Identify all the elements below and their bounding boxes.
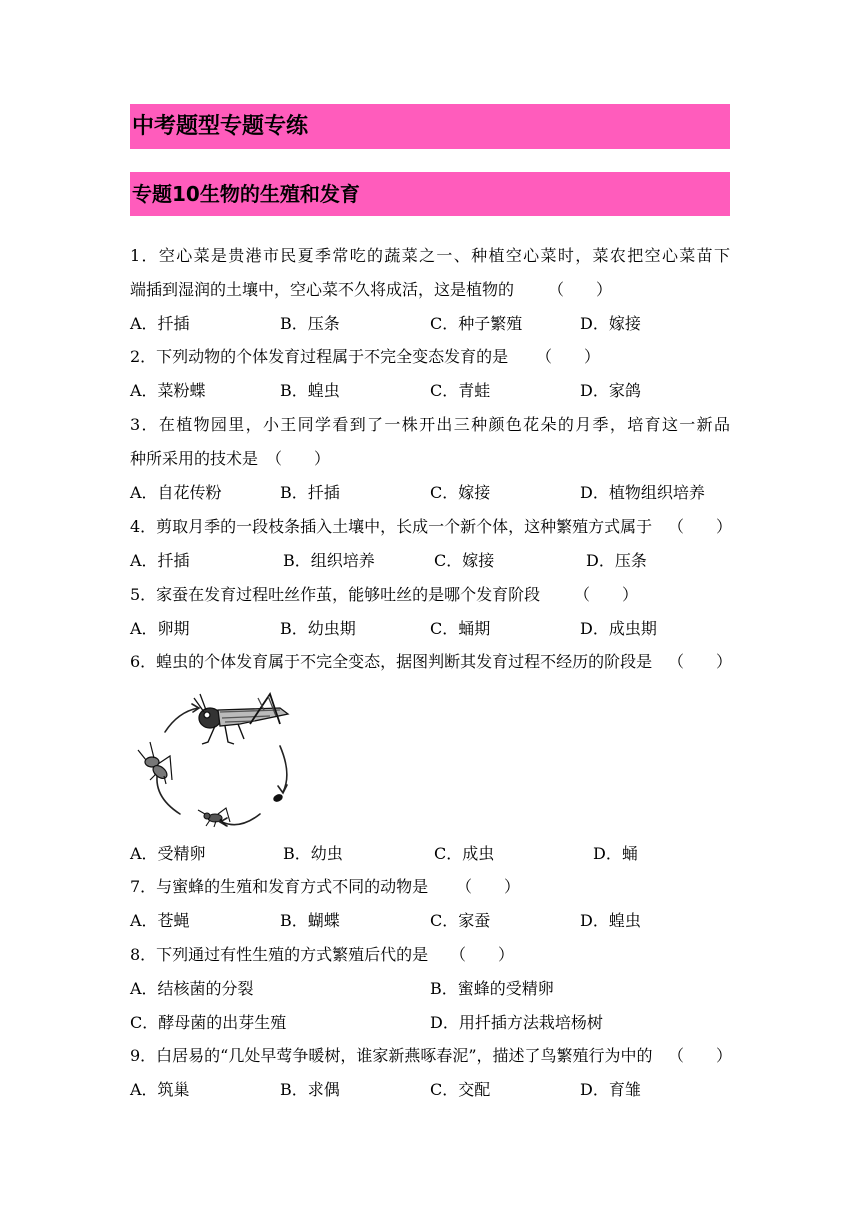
q1-option-d[interactable]: D．嫁接 — [580, 314, 641, 333]
q3-option-b[interactable]: B．扦插 — [280, 483, 340, 502]
q6-option-d[interactable]: D．蛹 — [593, 844, 638, 863]
q3-option-c[interactable]: C．嫁接 — [430, 483, 491, 502]
q7-option-c[interactable]: C．家蚕 — [430, 911, 491, 930]
q2-option-d[interactable]: D．家鸽 — [580, 381, 641, 400]
q5-option-a[interactable]: A．卵期 — [130, 619, 190, 638]
q8-stem: 8．下列通过有性生殖的方式繁殖后代的是 — [130, 945, 429, 964]
q3-stem-line1: 3．在植物园里，小王同学看到了一株开出三种颜色花朵的月季，培育这一新品 — [130, 415, 730, 434]
q5-option-c[interactable]: C．蛹期 — [430, 619, 491, 638]
q4-option-a[interactable]: A．扦插 — [130, 551, 190, 570]
q6-option-c[interactable]: C．成虫 — [434, 844, 495, 863]
q3-stem-line2: 种所采用的技术是 — [130, 449, 259, 468]
q7-answer-paren: （ ） — [456, 877, 521, 896]
topic-banner — [130, 172, 730, 216]
q1-stem-line1: 1．空心菜是贵港市民夏季常吃的蔬菜之一、种植空心菜时，菜农把空心菜苗下 — [130, 246, 730, 265]
nymph-grasshopper-icon — [138, 742, 172, 784]
q9-answer-paren: （ ） — [668, 1046, 733, 1065]
q5-option-d[interactable]: D．成虫期 — [580, 619, 657, 638]
q7-option-d[interactable]: D．蝗虫 — [580, 911, 641, 930]
egg-icon — [272, 793, 284, 804]
q9-option-b[interactable]: B．求偶 — [280, 1080, 340, 1099]
q6-option-a[interactable]: A．受精卵 — [130, 844, 206, 863]
q3-option-a[interactable]: A．自花传粉 — [130, 483, 222, 502]
adult-grasshopper-icon — [194, 694, 288, 744]
q8-option-d[interactable]: D．用扦插方法栽培杨树 — [430, 1013, 603, 1032]
q5-answer-paren: （ ） — [574, 585, 639, 604]
q8-option-b[interactable]: B．蜜蜂的受精卵 — [430, 979, 554, 998]
cycle-arrow-adult-to-egg — [280, 746, 287, 792]
q6-option-b[interactable]: B．幼虫 — [283, 844, 343, 863]
q4-answer-paren: （ ） — [668, 517, 733, 536]
q2-option-b[interactable]: B．蝗虫 — [280, 381, 340, 400]
q2-option-c[interactable]: C．青蛙 — [430, 381, 491, 400]
q4-stem: 4．剪取月季的一段枝条插入土壤中，长成一个新个体，这种繁殖方式属于 — [130, 517, 653, 536]
q6-stem: 6．蝗虫的个体发育属于不完全变态，据图判断其发育过程不经历的阶段是 — [130, 652, 653, 671]
q8-option-a[interactable]: A．结核菌的分裂 — [130, 979, 254, 998]
q1-option-b[interactable]: B．压条 — [280, 314, 340, 333]
q1-answer-paren: （ ） — [548, 280, 613, 299]
q5-stem: 5．家蚕在发育过程吐丝作茧，能够吐丝的是哪个发育阶段 — [130, 585, 541, 604]
q2-option-a[interactable]: A．菜粉蝶 — [130, 381, 206, 400]
q4-option-c[interactable]: C．嫁接 — [434, 551, 495, 570]
q3-answer-paren: （ ） — [266, 449, 331, 468]
q1-stem-line2: 端插到湿润的土壤中，空心菜不久将成活，这是植物的 — [130, 280, 515, 299]
q7-option-a[interactable]: A．苍蝇 — [130, 911, 190, 930]
q5-option-b[interactable]: B．幼虫期 — [280, 619, 356, 638]
q8-option-c[interactable]: C．酵母菌的出芽生殖 — [130, 1013, 287, 1032]
q2-answer-paren: （ ） — [536, 347, 601, 366]
q4-option-b[interactable]: B．组织培养 — [283, 551, 375, 570]
section-title: 中考题型专题专练 — [132, 114, 309, 139]
q2-stem: 2．下列动物的个体发育过程属于不完全变态发育的是 — [130, 347, 509, 366]
q1-option-c[interactable]: C．种子繁殖 — [430, 314, 523, 333]
q8-answer-paren: （ ） — [450, 945, 515, 964]
q4-option-d[interactable]: D．压条 — [586, 551, 647, 570]
q7-option-b[interactable]: B．蝴蝶 — [280, 911, 340, 930]
grasshopper-life-cycle-figure — [130, 684, 295, 834]
q9-stem: 9．白居易的“几处早莺争暖树，谁家新燕啄春泥”，描述了鸟繁殖行为中的 — [130, 1046, 653, 1065]
section-banner — [130, 104, 730, 149]
q9-option-d[interactable]: D．育雏 — [580, 1080, 641, 1099]
q6-answer-paren: （ ） — [668, 652, 733, 671]
q9-option-a[interactable]: A．筑巢 — [130, 1080, 190, 1099]
q7-stem: 7．与蜜蜂的生殖和发育方式不同的动物是 — [130, 877, 429, 896]
q3-option-d[interactable]: D．植物组织培养 — [580, 483, 705, 502]
q1-option-a[interactable]: A．扦插 — [130, 314, 190, 333]
q9-option-c[interactable]: C．交配 — [430, 1080, 491, 1099]
topic-title: 专题10生物的生殖和发育 — [132, 182, 360, 206]
